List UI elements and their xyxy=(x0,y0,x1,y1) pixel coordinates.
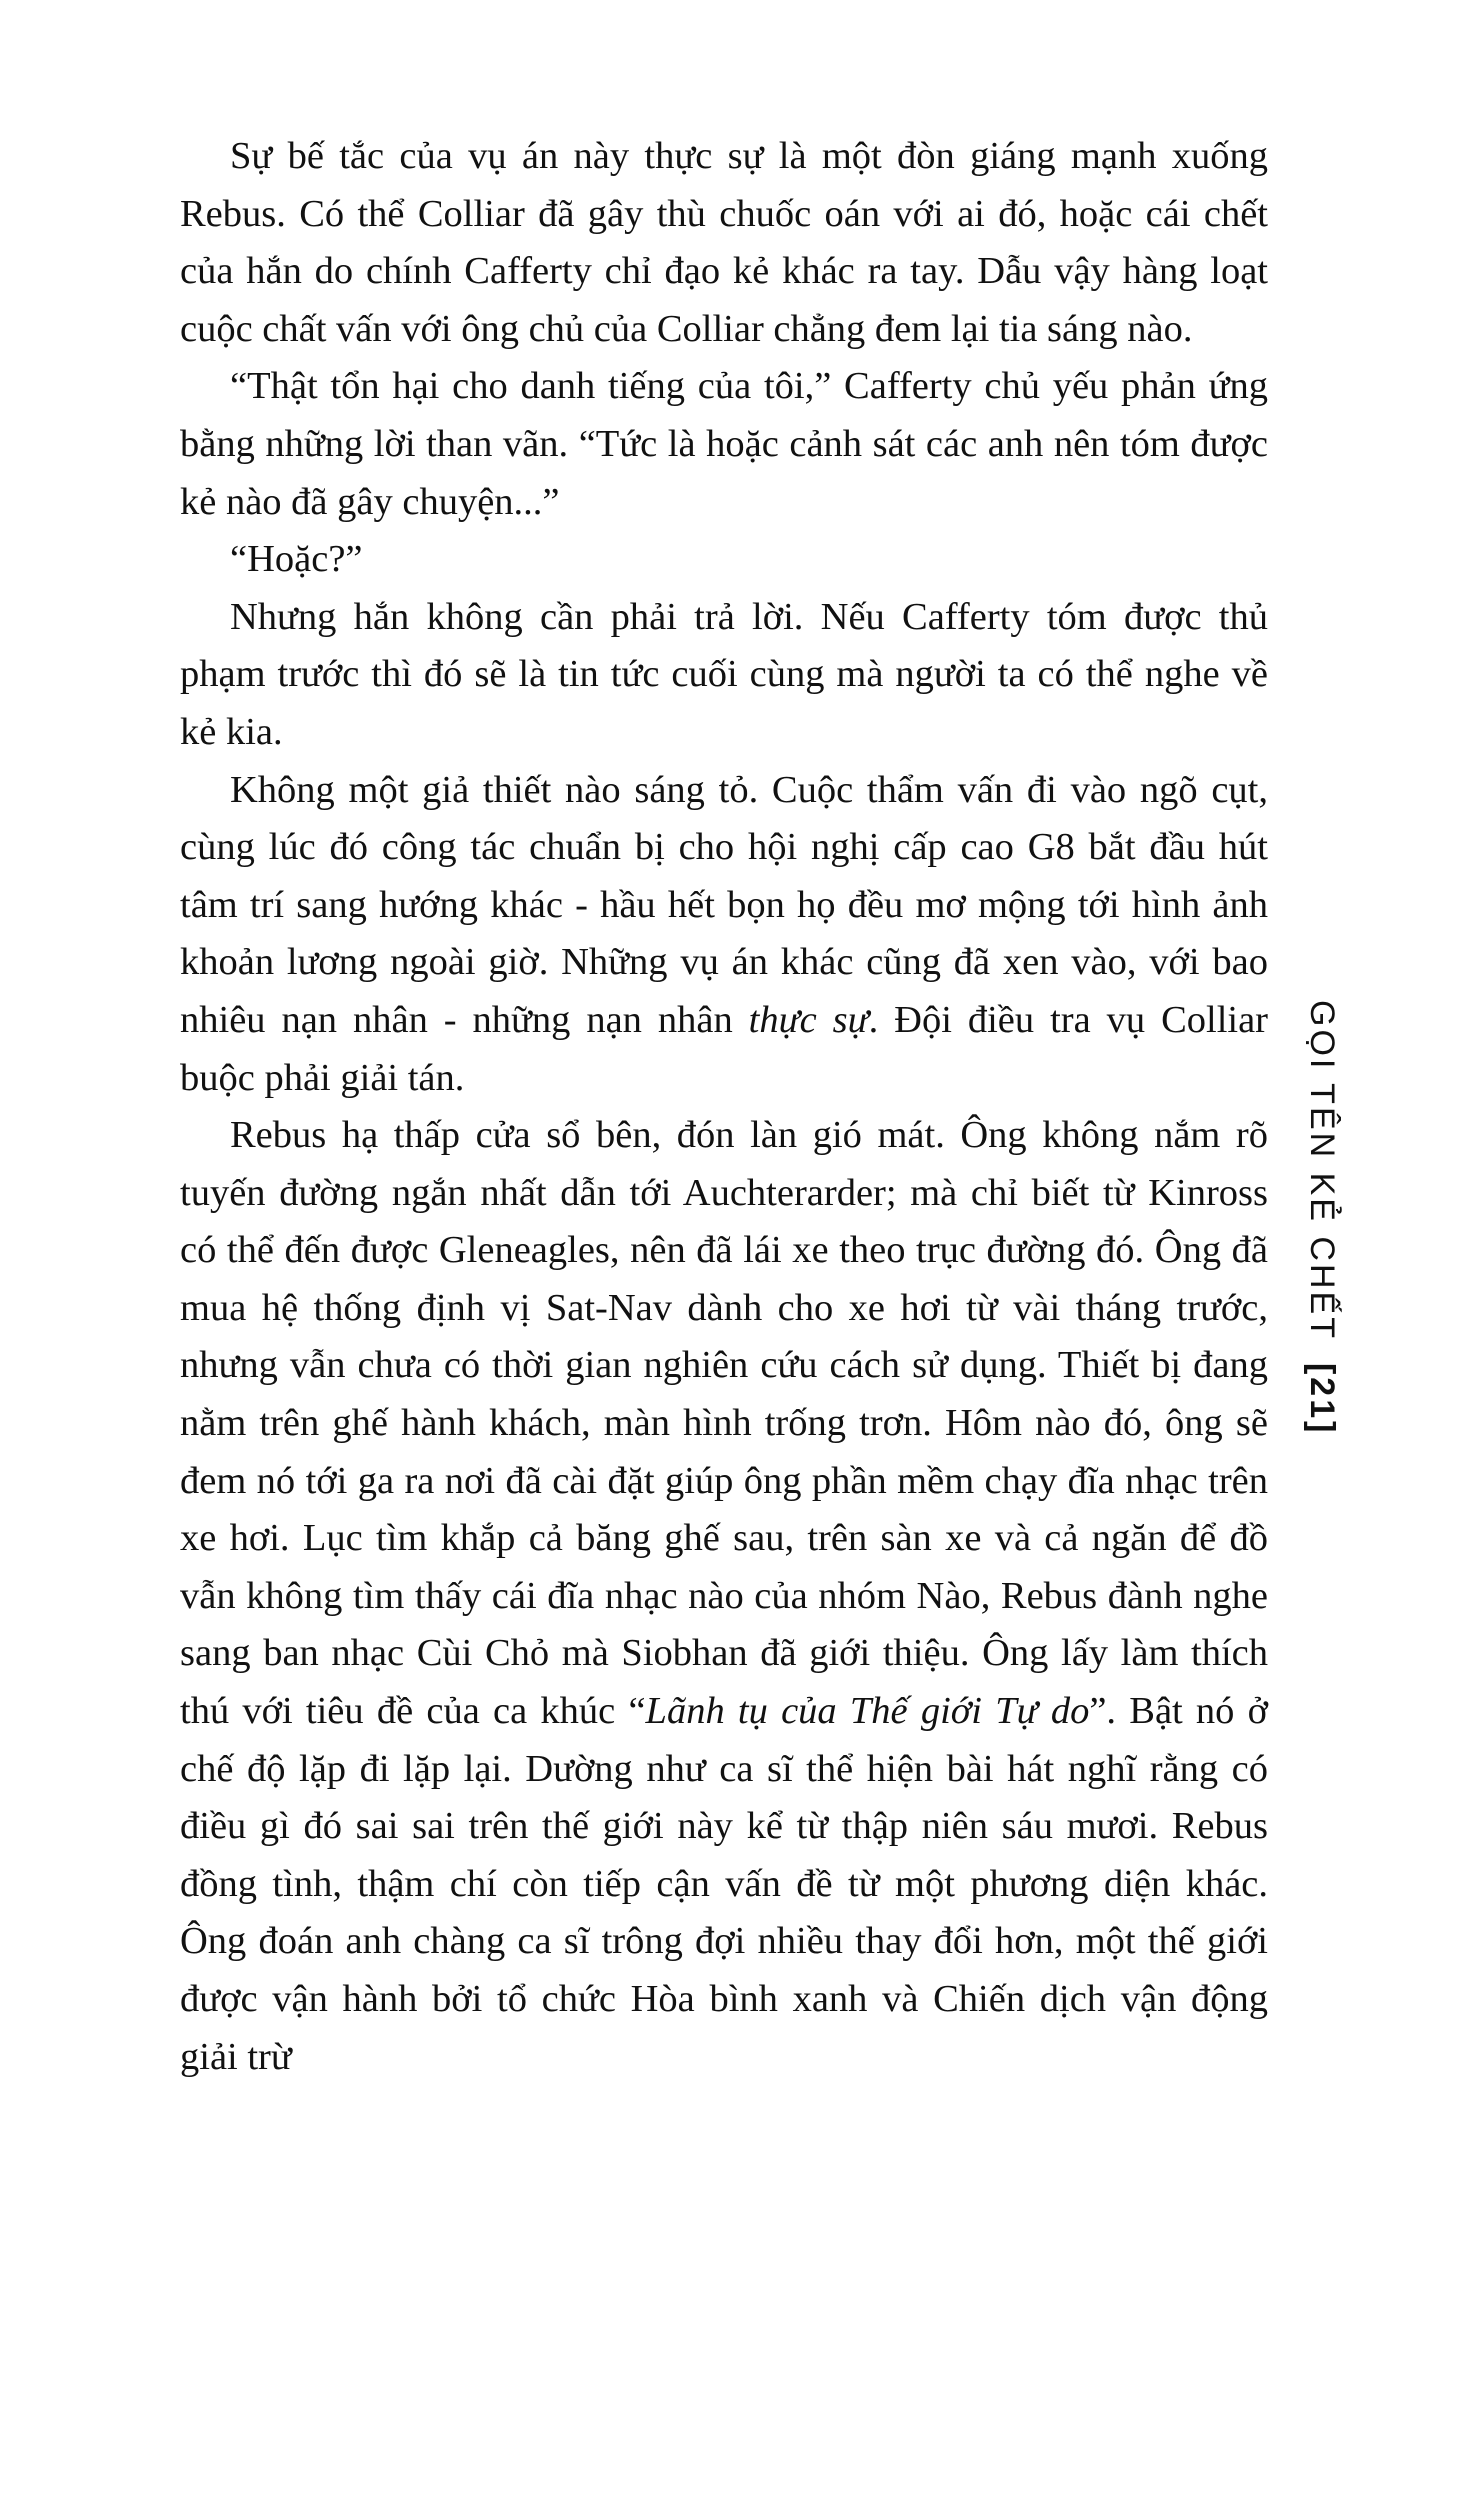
paragraph-3 xyxy=(180,531,1268,589)
book-title: GỌI TÊN KẺ CHẾT xyxy=(1303,1000,1341,1341)
italic-emphasis: thực sự xyxy=(748,998,869,1041)
song-title-italic: Lãnh tụ của Thế giới Tự do xyxy=(645,1690,1090,1733)
paragraph-segment: “Thật tổn hại cho danh tiếng của tôi,” Cafferty chủ yếu phản ứng bằng những lời than vãn. “Tức là hoặc cảnh sát các anh nên tóm được kẻ nào đã gây chuyện...” xyxy=(180,365,1268,523)
paragraph-segment: Sự bế tắc của vụ án này thực sự là một đòn giáng mạnh xuống Rebus. Có thể Colliar đã gây thù chuốc oán với ai đó, hoặc cái chết của hắn do chính Cafferty chỉ đạo kẻ khác ra tay. Dẫu vậy hàng loạt cuộc chất vấn với ông chủ của Colliar chẳng đem lại tia sáng nào. xyxy=(180,135,1268,350)
running-head xyxy=(1284,1000,1344,1436)
paragraph-segment: Không một giả thiết nào sáng tỏ. Cuộc thẩm vấn đi vào ngõ cụt, cùng lúc đó công tác chuẩn bị cho hội nghị cấp cao G8 bắt đầu hút tâm trí sang hướng khác - hầu hết bọn họ đều mơ mộng tới hình ảnh khoản lương ngoài giờ. Những vụ án khác cũng đã xen vào, với bao nhiêu nạn nhân - những nạn nhân xyxy=(180,768,1268,1041)
paragraph-segment: . Đội điều tra vụ Colliar buộc phải giải tán. xyxy=(180,998,1268,1099)
paragraph-2 xyxy=(180,358,1268,531)
paragraph-4 xyxy=(180,589,1268,762)
paragraph-6 xyxy=(180,1107,1268,2086)
body-text xyxy=(180,128,1268,2086)
page-number: [21] xyxy=(1303,1362,1341,1436)
paragraph-segment: ”. Bật nó ở chế độ lặp đi lặp lại. Dường như ca sĩ thể hiện bài hát nghĩ rằng có điều gì đó sai sai trên thế giới này kể từ thập niên sáu mươi. Rebus đồng tình, thậm chí còn tiếp cận vấn đề từ một phương diện khác. Ông đoán anh chàng ca sĩ trông đợi nhiều thay đổi hơn, một thế giới được vận hành bởi tổ chức Hòa bình xanh và Chiến dịch vận động giải trừ xyxy=(180,1690,1268,2078)
paragraph-5 xyxy=(180,762,1268,1108)
paragraph-segment: Rebus hạ thấp cửa sổ bên, đón làn gió mát. Ông không nắm rõ tuyến đường ngắn nhất dẫn tới Auchterarder; mà chỉ biết từ Kinross có thể đến được Gleneagles, nên đã lái xe theo trục đường đó. Ông đã mua hệ thống định vị Sat-Nav dành cho xe hơi từ vài tháng trước, nhưng vẫn chưa có thời gian nghiên cứu cách sử dụng. Thiết bị đang nằm trên ghế hành khách, màn hình trống trơn. Hôm nào đó, ông sẽ đem nó tới ga ra nơi đã cài đặt giúp ông phần mềm chạy đĩa nhạc trên xe hơi. Lục tìm khắp cả băng ghế sau, trên sàn xe và cả ngăn để đồ vẫn không tìm thấy cái đĩa nhạc nào của nhóm Nào, Rebus đành nghe sang ban nhạc Cùi Chỏ mà Siobhan đã giới thiệu. Ông lấy làm thích thú với tiêu đề của ca khúc “ xyxy=(180,1114,1268,1733)
paragraph-1 xyxy=(180,128,1268,358)
paragraph-segment: “Hoặc?” xyxy=(230,538,363,581)
paragraph-segment: Nhưng hắn không cần phải trả lời. Nếu Cafferty tóm được thủ phạm trước thì đó sẽ là tin tức cuối cùng mà người ta có thể nghe về kẻ kia. xyxy=(180,595,1268,753)
